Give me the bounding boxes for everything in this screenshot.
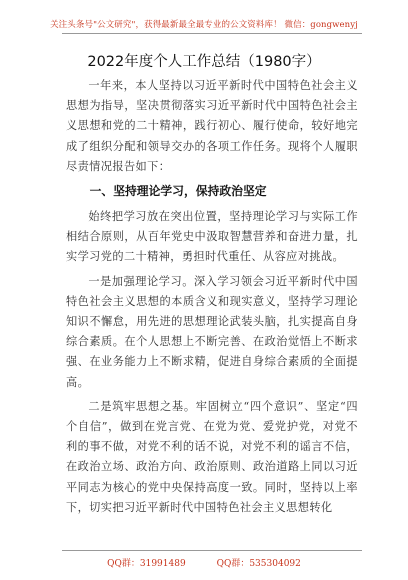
- footer-qq-group-2: QQ群：535304092: [216, 559, 301, 569]
- header-divider: [62, 33, 362, 34]
- paragraph: 一是加强理论学习。深入学习领会习近平新时代中国特色社会主义思想的本质含义和现实意义，坚持学习理论知识不懈怠，用先进的思想理论武装头脑，扎实提高自身综合素质。在个人思想上不断完善、在政治觉悟上不断求强、在业务能力上不断求精，促进自身综合素质的全面提高。: [66, 274, 358, 389]
- paragraph: 始终把学习放在突出位置，坚持理论学习与实际工作相结合原则，从百年党史中汲取智慧营养和奋进力量，扎实学习党的二十精神，勇担时代重任、从容应对挑战。: [66, 210, 358, 264]
- header-note: 关注头条号"公文研究"，获得最新最全最专业的公文资料库！ 微信：gongwenyj: [50, 20, 358, 30]
- document-title: 2022年度个人工作总结（1980字）: [87, 54, 321, 70]
- paragraph-intro: 一年来，本人坚持以习近平新时代中国特色社会主义思想为指导，坚决贯彻落实习近平新时代中国特色社会主义思想和党的二十精神，践行初心、履行使命，较好地完成了组织分配和领导交办的各项工作任务。现将个人履职尽责情况报告如下：: [66, 79, 358, 173]
- document-body: [66, 76, 358, 522]
- footer-qq-group-1: QQ群：31991489: [107, 559, 186, 569]
- paragraph: 二是筑牢思想之基。牢固树立“四个意识”、坚定“四个自信”，做到在党言党、在党为党、爱党护党，对党不利的事不做，对党不利的话不说，对党不利的谣言不信，在政治立场、政治方向、政治原则、政治道路上同以习近平同志为核心的党中央保持高度一致。同时，坚持以上率下，切实把习近平新时代中国特色社会主义思想转化: [66, 399, 358, 514]
- footer-divider: [62, 550, 362, 551]
- section-heading: 一、坚持理论学习，保持政治坚定: [89, 184, 267, 199]
- footer: [0, 556, 408, 569]
